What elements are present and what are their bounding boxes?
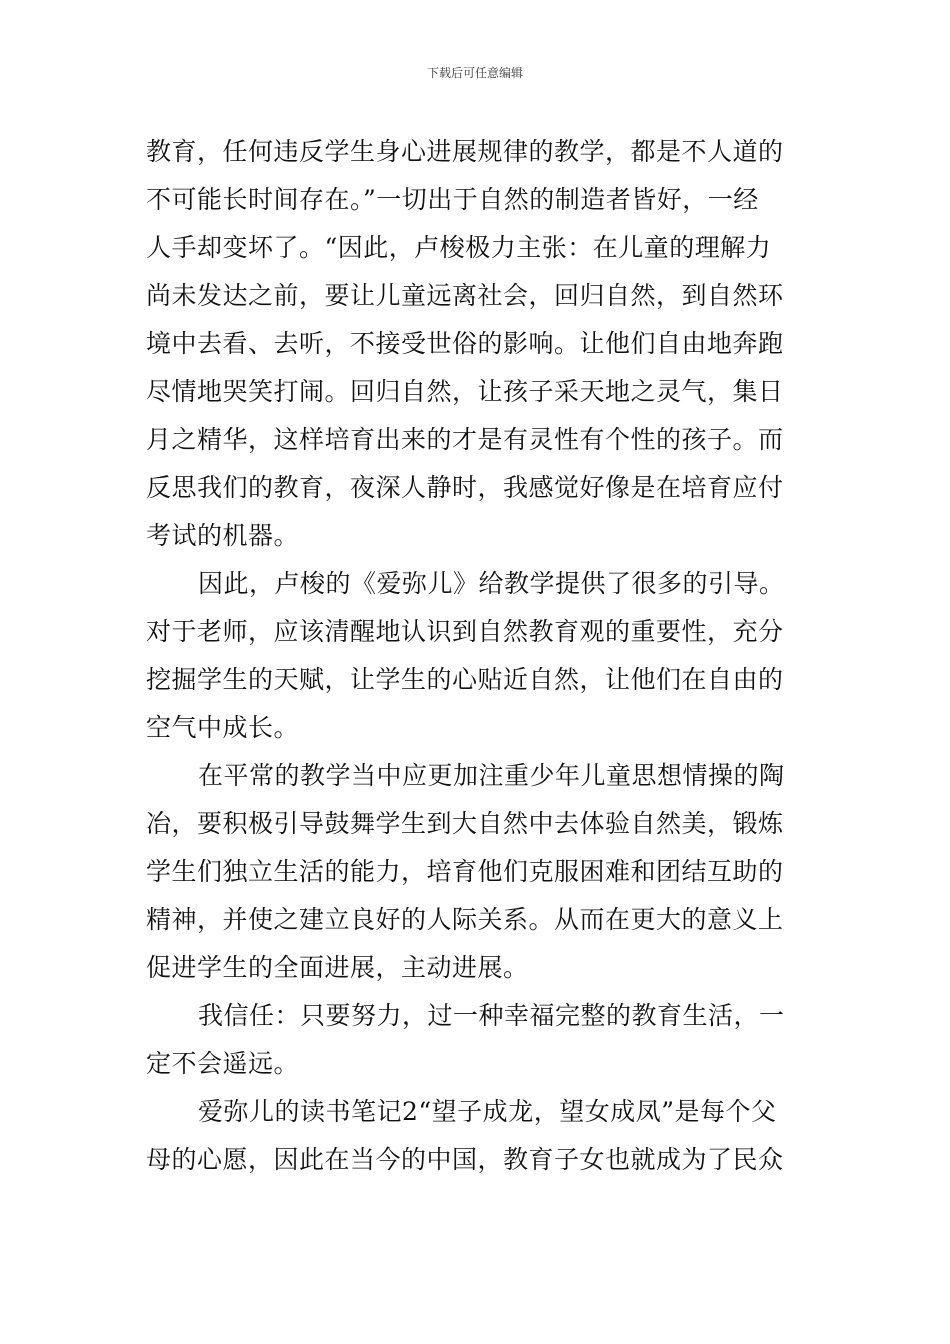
document-body bbox=[146, 128, 814, 1184]
text-line: 挖掘学生的天赋，让学生的心贴近自然，让他们在自由的 bbox=[146, 665, 784, 694]
text-line: 我信任：只要努力，过一种幸福完整的教育生活，一 bbox=[198, 1001, 785, 1030]
text-line: 尚未发达之前，要让儿童远离社会，回归自然，到自然环 bbox=[146, 281, 784, 310]
text-line: 空气中成长。 bbox=[146, 713, 300, 742]
text-line: 考试的机器。 bbox=[146, 521, 300, 550]
text-line: 人手却变坏了。“因此，卢梭极力主张：在儿童的理解力 bbox=[146, 233, 772, 262]
text-line: 月之精华，这样培育出来的才是有灵性有个性的孩子。而 bbox=[146, 425, 784, 454]
text-line: 反思我们的教育，夜深人静时，我感觉好像是在培育应付 bbox=[146, 473, 784, 502]
text-line: 爱弥儿的读书笔记2“望子成龙，望女成凤”是每个父 bbox=[198, 1097, 777, 1126]
paragraph-2 bbox=[146, 560, 814, 752]
text-line: 冶，要积极引导鼓舞学生到大自然中去体验自然美，锻炼 bbox=[146, 809, 784, 838]
text-line: 境中去看、去听，不接受世俗的影响。让他们自由地奔跑 bbox=[146, 329, 784, 358]
text-line: 尽情地哭笑打闹。回归自然，让孩子采天地之灵气，集日 bbox=[146, 377, 784, 406]
paragraph-4 bbox=[146, 992, 814, 1088]
text-line: 母的心愿，因此在当今的中国，教育子女也就成为了民众 bbox=[146, 1145, 784, 1174]
text-line: 对于老师，应该清醒地认识到自然教育观的重要性，充分 bbox=[146, 617, 784, 646]
text-line: 促进学生的全面进展，主动进展。 bbox=[146, 953, 529, 982]
text-line: 学生们独立生活的能力，培育他们克服困难和团结互助的 bbox=[146, 857, 784, 886]
paragraph-1 bbox=[146, 128, 814, 560]
text-line: 不可能长时间存在。”一切出于自然的制造者皆好，一经 bbox=[146, 185, 759, 214]
paragraph-5 bbox=[146, 1088, 814, 1184]
text-line: 因此，卢梭的《爱弥儿》给教学提供了很多的引导。 bbox=[198, 569, 785, 598]
text-line: 定不会遥远。 bbox=[146, 1049, 300, 1078]
text-line: 精神，并使之建立良好的人际关系。从而在更大的意义上 bbox=[146, 905, 784, 934]
text-line: 在平常的教学当中应更加注重少年儿童思想情操的陶 bbox=[198, 761, 785, 790]
paragraph-3 bbox=[146, 752, 814, 992]
text-line: 教育，任何违反学生身心进展规律的教学，都是不人道的 bbox=[146, 137, 784, 166]
page-header: 下载后可任意编辑 bbox=[426, 66, 523, 80]
